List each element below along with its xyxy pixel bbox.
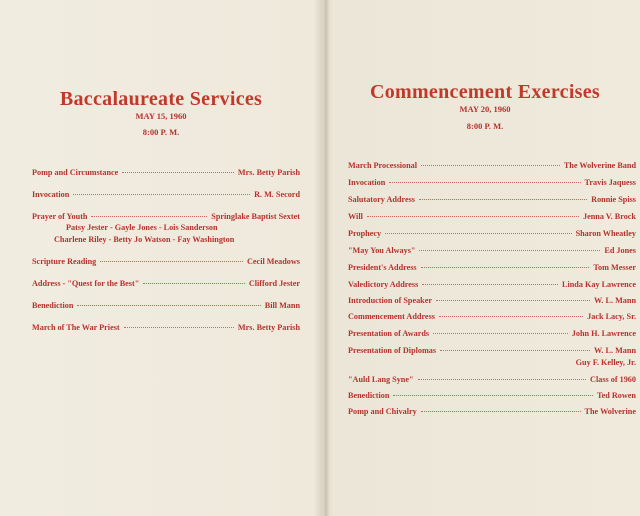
item-value: W. L. Mann xyxy=(593,296,636,305)
leader-dots xyxy=(418,379,587,380)
item-value: W. L. Mann xyxy=(593,346,636,355)
item-label: Pomp and Circumstance xyxy=(32,168,119,177)
item-value: Cecil Meadows xyxy=(247,257,300,266)
leader-dots xyxy=(100,261,243,262)
item-value: Travis Jaquess xyxy=(584,178,636,187)
program-item xyxy=(348,329,636,338)
sextet-members-line-1: Patsy Jester - Gayle Jones - Lois Sanderson xyxy=(66,223,218,232)
item-value: Ronnie Spiss xyxy=(591,195,636,204)
leader-dots xyxy=(419,250,600,251)
item-label: Address - "Quest for the Best" xyxy=(32,279,140,288)
item-value: Mrs. Betty Parish xyxy=(237,168,300,177)
program-item xyxy=(32,190,300,199)
leader-dots xyxy=(389,182,580,183)
item-value: Mrs. Betty Parish xyxy=(237,323,300,332)
program-item xyxy=(348,229,636,238)
program-item xyxy=(32,279,300,288)
leader-dots xyxy=(419,199,587,200)
program-item xyxy=(348,312,636,321)
program-item xyxy=(348,263,636,272)
item-label: March Processional xyxy=(348,161,418,170)
item-label: Prayer of Youth xyxy=(32,212,88,221)
commencement-date: MAY 20, 1960 xyxy=(459,104,511,114)
item-value: Linda Kay Lawrence xyxy=(562,280,636,289)
program-item xyxy=(32,212,300,221)
sextet-members-line-2: Charlene Riley - Betty Jo Watson - Fay Washington xyxy=(54,235,235,244)
item-value: The Wolverine xyxy=(584,407,636,416)
leader-dots xyxy=(439,316,583,317)
program-item xyxy=(348,246,636,255)
item-label: Invocation xyxy=(32,190,70,199)
leader-dots xyxy=(421,165,560,166)
item-label: Benediction xyxy=(348,391,390,400)
item-label: Introduction of Speaker xyxy=(348,296,433,305)
item-value: Bill Mann xyxy=(264,301,300,310)
leader-dots xyxy=(143,283,245,284)
item-value: The Wolverine Band xyxy=(563,161,636,170)
item-value: Jack Lacy, Sr. xyxy=(587,312,636,321)
leader-dots xyxy=(385,233,572,234)
program-item xyxy=(32,323,300,332)
leader-dots xyxy=(367,216,579,217)
item-label: Benediction xyxy=(32,301,74,310)
commencement-time: 8:00 P. M. xyxy=(466,121,504,131)
program-item xyxy=(348,280,636,289)
item-label: Will xyxy=(348,212,363,221)
program-item xyxy=(348,346,636,355)
program-item xyxy=(348,407,636,416)
page-fold xyxy=(323,0,329,516)
leader-dots xyxy=(433,333,568,334)
leader-dots xyxy=(91,216,207,217)
diplomas-second-presenter: Guy F. Kelley, Jr. xyxy=(575,358,636,367)
commencement-title: Commencement Exercises xyxy=(369,81,601,103)
program-item xyxy=(32,168,300,177)
item-label: Valedictory Address xyxy=(348,280,419,289)
item-label: President's Address xyxy=(348,263,417,272)
item-label: "May You Always" xyxy=(348,246,416,255)
leader-dots xyxy=(393,395,593,396)
item-label: Scripture Reading xyxy=(32,257,97,266)
leader-dots xyxy=(124,327,234,328)
leader-dots xyxy=(122,172,234,173)
program-item xyxy=(348,161,636,170)
item-label: Commencement Address xyxy=(348,312,435,321)
item-value: Class of 1960 xyxy=(590,375,636,384)
leader-dots xyxy=(421,267,590,268)
baccalaureate-date: MAY 15, 1960 xyxy=(135,111,187,121)
item-value: R. M. Secord xyxy=(254,190,300,199)
item-label: Presentation of Diplomas xyxy=(348,346,437,355)
program-item xyxy=(348,195,636,204)
leader-dots xyxy=(73,194,250,195)
program-item xyxy=(348,296,636,305)
program-item xyxy=(348,212,636,221)
baccalaureate-title: Baccalaureate Services xyxy=(59,88,263,110)
item-label: Invocation xyxy=(348,178,386,187)
program-item xyxy=(32,257,300,266)
leader-dots xyxy=(440,350,590,351)
item-value: Tom Messer xyxy=(593,263,636,272)
item-label: Presentation of Awards xyxy=(348,329,430,338)
leader-dots xyxy=(421,411,581,412)
item-label: March of The War Priest xyxy=(32,323,120,332)
item-label: Pomp and Chivalry xyxy=(348,407,417,416)
program-item xyxy=(348,178,636,187)
program-item xyxy=(348,375,636,384)
item-label: Prophecy xyxy=(348,229,382,238)
item-value: John H. Lawrence xyxy=(571,329,636,338)
item-label: Salutatory Address xyxy=(348,195,415,204)
baccalaureate-time: 8:00 P. M. xyxy=(142,127,180,137)
item-value: Clifford Jester xyxy=(248,279,300,288)
leader-dots xyxy=(436,300,590,301)
item-value: Sharon Wheatley xyxy=(575,229,636,238)
leader-dots xyxy=(77,305,260,306)
item-value: Jenna V. Brock xyxy=(582,212,636,221)
program-item xyxy=(348,391,636,400)
item-label: "Auld Lang Syne" xyxy=(348,375,414,384)
program-item xyxy=(32,301,300,310)
item-value: Springlake Baptist Sextet xyxy=(211,212,300,221)
leader-dots xyxy=(422,284,558,285)
item-value: Ted Rowen xyxy=(596,391,636,400)
commencement-page xyxy=(330,0,640,516)
item-value: Ed Jones xyxy=(604,246,636,255)
